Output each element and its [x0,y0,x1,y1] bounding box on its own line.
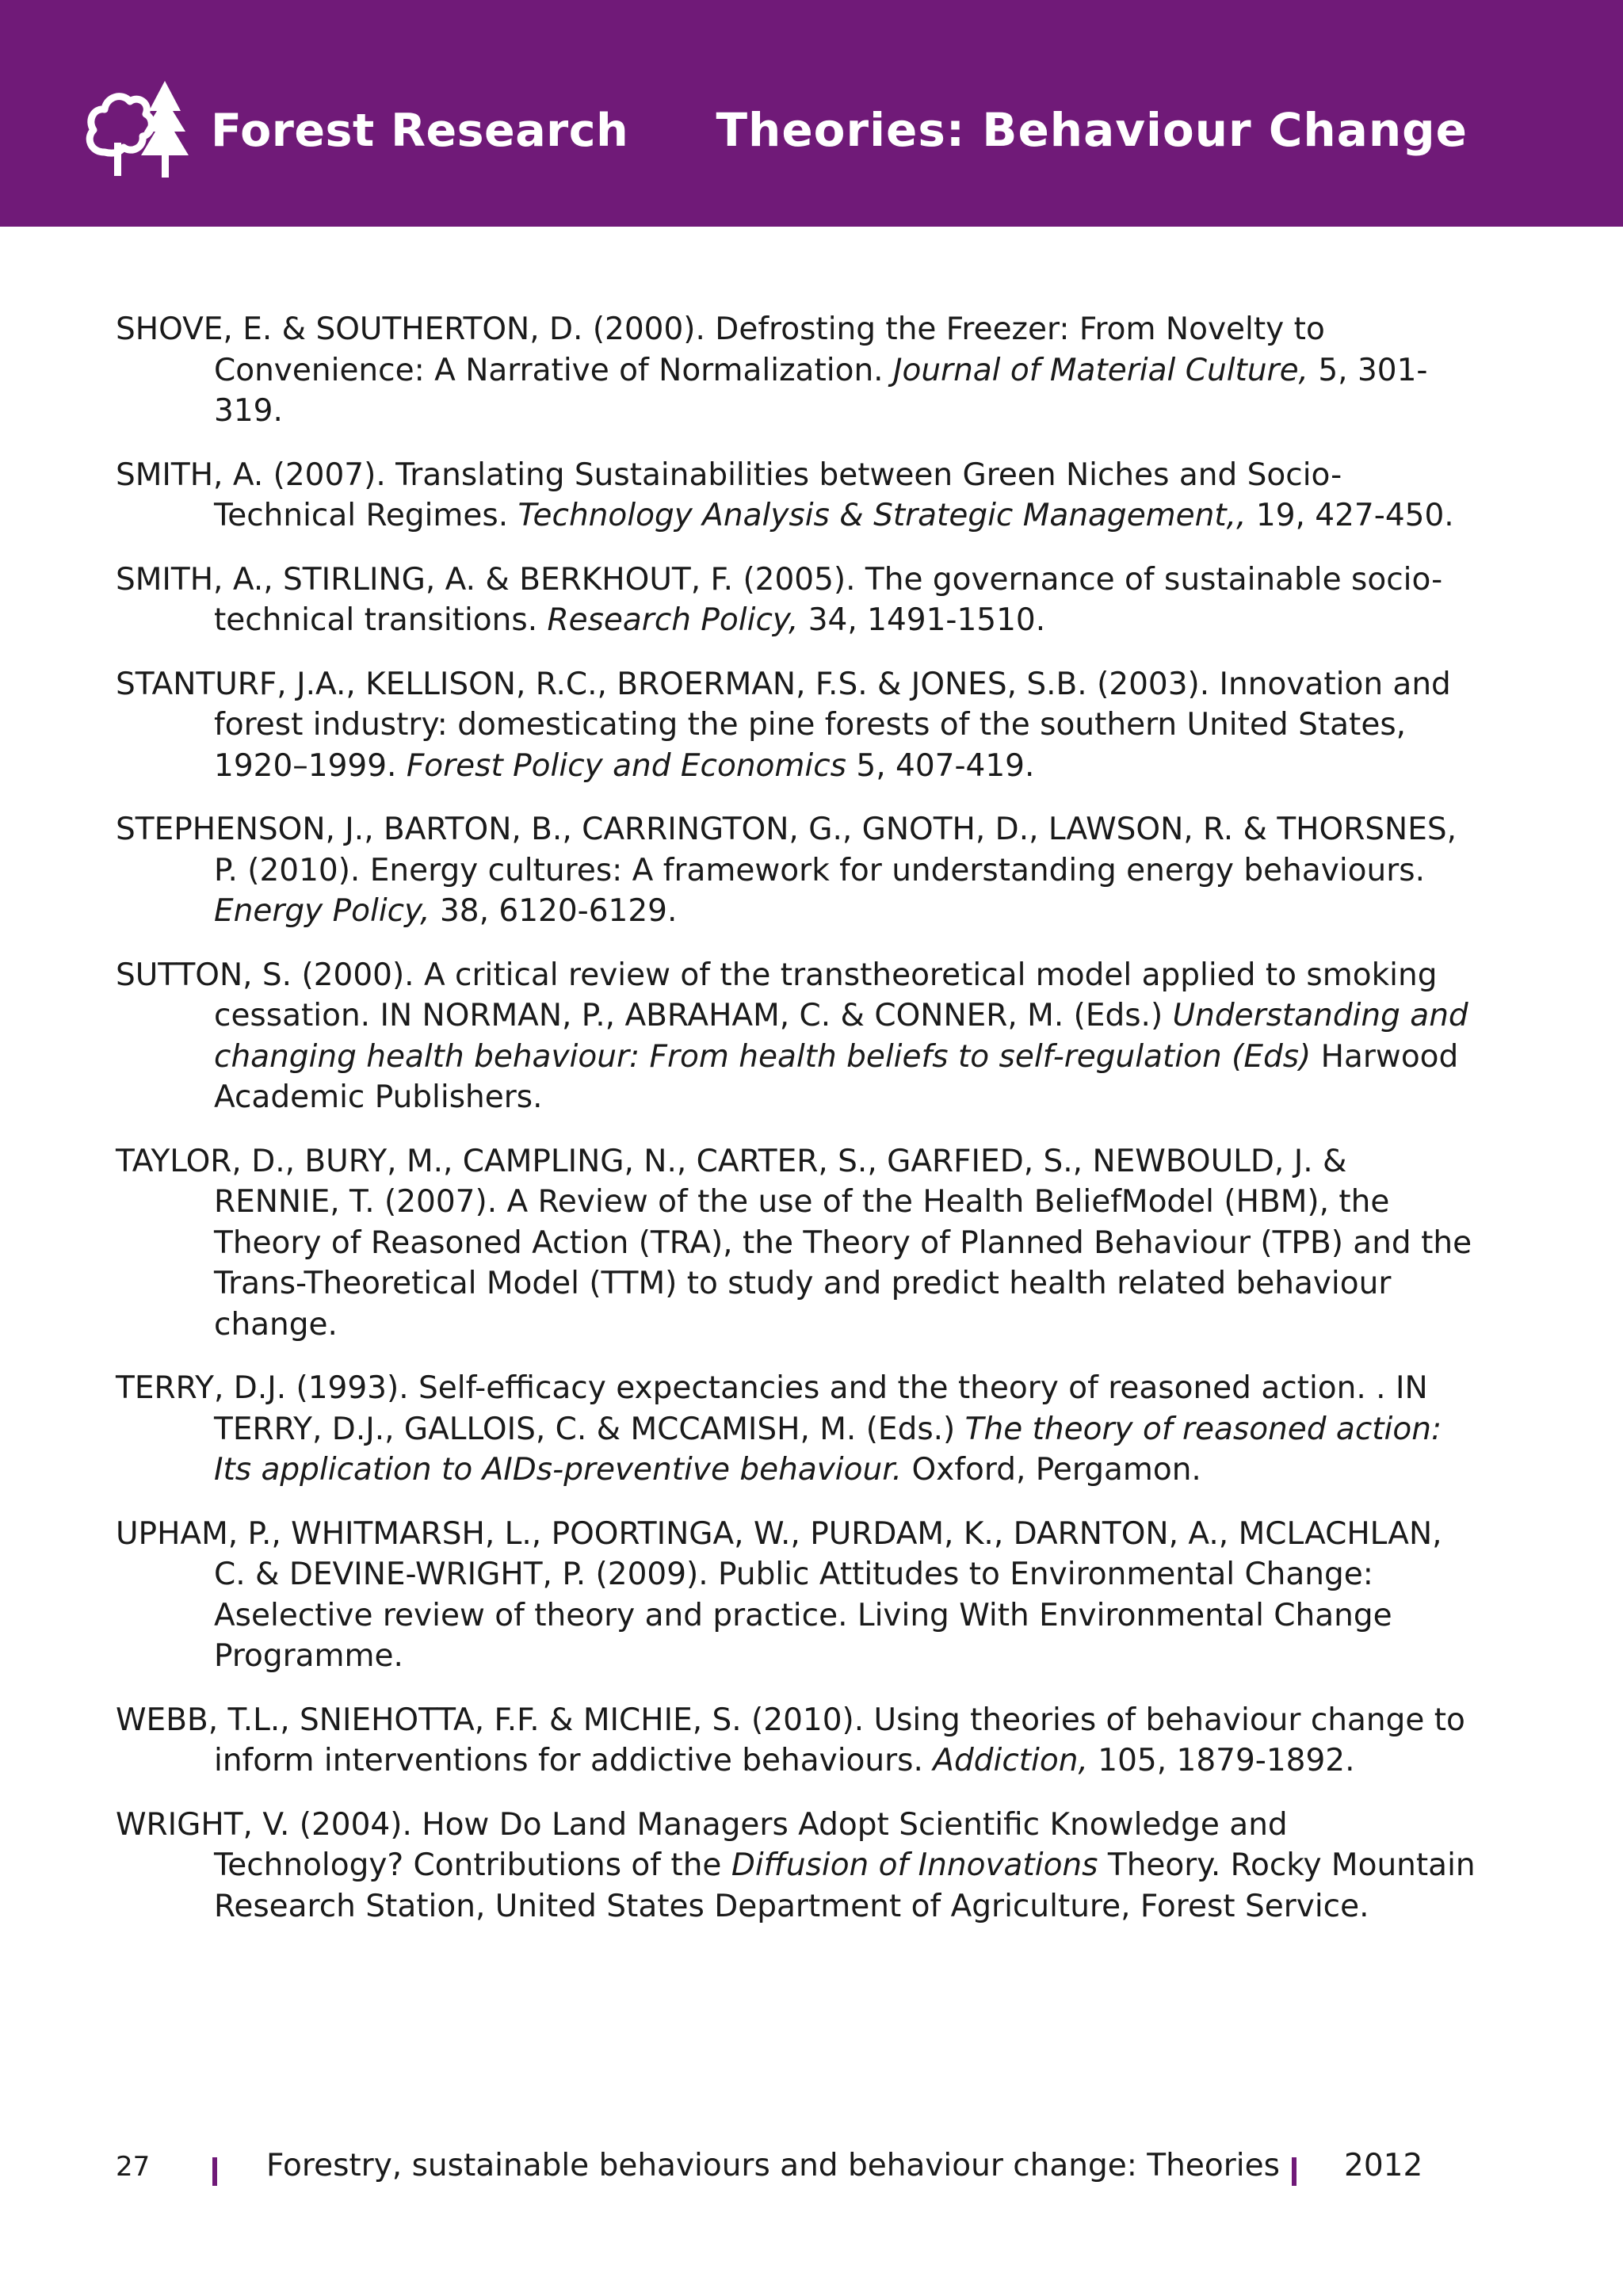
page-title: Theories: Behaviour Change [716,103,1468,157]
reference-entry [116,955,1479,1118]
page-number: 27 [116,2151,151,2183]
reference-source-title: The theory of reasoned action: Its application to AIDs-preventive behaviour. [214,1411,1442,1488]
reference-details: Oxford, Pergamon. [902,1452,1201,1488]
footer-separator [1292,2157,1296,2186]
reference-list [116,309,1479,1950]
reference-entry [116,809,1479,932]
reference-details: Theory. Rocky Mountain Research Station, United States Department of Agriculture, Forest Service. [214,1847,1476,1924]
page-header [0,0,1623,227]
reference-text: SMITH, A. (2007). Translating Sustainabilities between Green Niches and Socio-Technical Regimes. [116,457,1342,533]
reference-entry [116,1368,1479,1491]
reference-source-title: Research Policy, [547,602,799,638]
reference-details: 34, 1491-1510. [798,602,1046,638]
page-footer [116,2148,1479,2195]
reference-entry [116,1700,1479,1782]
forest-research-logo [82,79,628,182]
reference-text: STANTURF, J.A., KELLISON, R.C., BROERMAN, F.S. & JONES, S.B. (2003). Innovation and forest industry: domesticating the pine forests of the southern United States, 1920–1999. [116,666,1451,784]
reference-details: 19, 427-450. [1246,498,1454,533]
reference-entry [116,560,1479,641]
logo-text: Forest Research [211,105,629,157]
footer-title: Forestry, sustainable behaviours and behaviour change: Theories [266,2148,1280,2183]
footer-separator [212,2157,217,2186]
reference-details: Harwood Academic Publishers. [214,1038,1459,1115]
reference-details: 5, 407-419. [846,747,1035,784]
footer-year: 2012 [1344,2148,1423,2183]
reference-text: WRIGHT, V. (2004). How Do Land Managers Adopt Scientific Knowledge and Technology? Contributions of the [116,1806,1288,1883]
reference-source-title: Addiction, [933,1743,1088,1778]
reference-text: UPHAM, P., WHITMARSH, L., POORTINGA, W., PURDAM, K., DARNTON, A., MCLACHLAN, C. & DEVINE-WRIGHT, P. (2009). Public Attitudes to Environmental Change: Aselective review of theory and practice. Living With Environmental Change Programme. [116,1515,1442,1674]
reference-source-title: Journal of Material Culture, [892,352,1308,388]
reference-source-title: Understanding and changing health behaviour: From health beliefs to self-regulation (Eds) [214,998,1468,1075]
reference-entry [116,1141,1479,1346]
reference-entry [116,1805,1479,1927]
reference-text: SHOVE, E. & SOUTHERTON, D. (2000). Defrosting the Freezer: From Novelty to Convenience: A Narrative of Normalization. [116,311,1325,388]
tree-logo-icon [82,79,193,182]
reference-details: 105, 1879-1892. [1087,1743,1355,1778]
reference-source-title: Energy Policy, [214,893,430,929]
reference-text: SUTTON, S. (2000). A critical review of the transtheoretical model applied to smoking cessation. IN NORMAN, P., ABRAHAM, C. & CONNER, M. (Eds.) [116,957,1438,1033]
reference-details: 5, 301-319. [214,352,1428,429]
reference-source-title: Technology Analysis & Strategic Management,, [517,498,1247,533]
reference-entry [116,1514,1479,1677]
reference-text: STEPHENSON, J., BARTON, B., CARRINGTON, G., GNOTH, D., LAWSON, R. & THORSNES, P. (2010). Energy cultures: A framework for understanding energy behaviours. [116,812,1457,888]
reference-details: 38, 6120-6129. [430,893,678,929]
reference-source-title: Forest Policy and Economics [406,747,846,784]
reference-text: TERRY, D.J. (1993). Self-efficacy expectancies and the theory of reasoned action. . IN TERRY, D.J., GALLOIS, C. & MCCAMISH, M. (Eds.) [116,1370,1428,1447]
reference-text: WEBB, T.L., SNIEHOTTA, F.F. & MICHIE, S. (2010). Using theories of behaviour change to inform interventions for addictive behaviours. [116,1702,1465,1778]
reference-text: TAYLOR, D., BURY, M., CAMPLING, N., CARTER, S., GARFIED, S., NEWBOULD, J. & RENNIE, T. (2007). A Review of the use of the Health BeliefModel (HBM), the Theory of Reasoned Action (TRA), the Theory of Planned Behaviour (TPB) and the Trans-Theoretical Model (TTM) to study and predict health related behaviour change. [116,1143,1472,1343]
reference-source-title: Diffusion of Innovations [731,1847,1098,1883]
reference-entry [116,455,1479,537]
reference-entry [116,664,1479,787]
reference-text: SMITH, A., STIRLING, A. & BERKHOUT, F. (2005). The governance of sustainable socio-technical transitions. [116,561,1443,638]
reference-entry [116,309,1479,432]
